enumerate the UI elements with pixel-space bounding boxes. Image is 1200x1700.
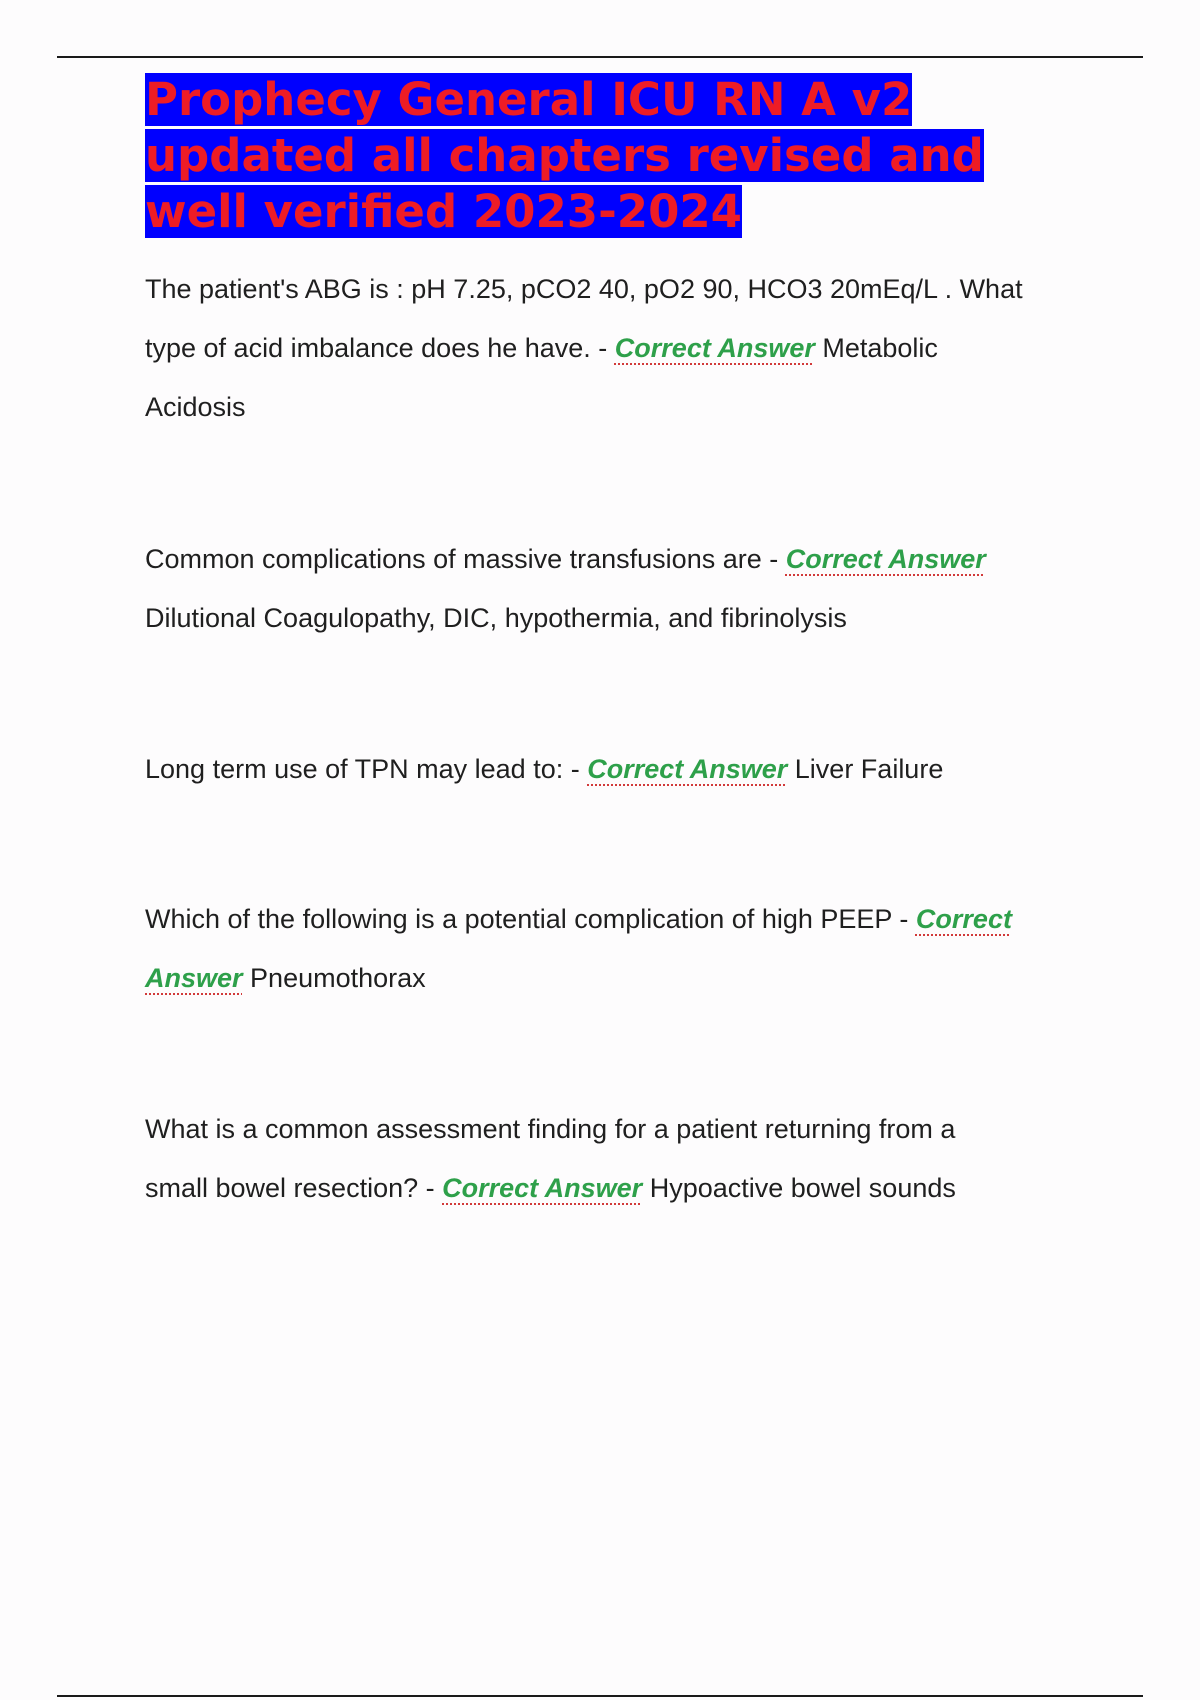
qa-item-transfusion xyxy=(145,530,1100,648)
question-answer-line: Long term use of TPN may lead to: - Correct Answer Liver Failure xyxy=(145,754,944,784)
answer-text: Pneumothorax xyxy=(242,963,426,993)
header-rule xyxy=(57,56,1143,58)
question-text: The patient's ABG is : pH 7.25, pCO2 40, pO2 90, HCO3 20mEq/L . What xyxy=(145,274,1023,304)
question-answer-line: type of acid imbalance does he have. - Correct Answer Metabolic xyxy=(145,333,938,363)
title-line-1: Prophecy General ICU RN A v2 xyxy=(145,73,913,126)
correct-answer-label: Correct Answer xyxy=(442,1173,643,1203)
answer-text: Acidosis xyxy=(145,392,246,422)
correct-answer-label-part: Correct xyxy=(915,904,1012,934)
title-line-2: updated all chapters revised and xyxy=(145,129,984,182)
footer-rule xyxy=(57,1695,1143,1697)
answer-text: Dilutional Coagulopathy, DIC, hypothermia, and fibrinolysis xyxy=(145,603,847,633)
qa-item-peep xyxy=(145,890,1100,1008)
document-title xyxy=(145,72,1075,240)
question-answer-line xyxy=(145,949,1100,1008)
title-line-3: well verified 2023-2024 xyxy=(145,185,742,238)
qa-item-tpn xyxy=(145,740,1100,799)
correct-answer-label-part: Answer xyxy=(145,963,243,993)
answer-text: Metabolic xyxy=(814,333,938,363)
correct-answer-label: Correct Answer xyxy=(785,544,986,574)
qa-item-abg xyxy=(145,260,1100,437)
qa-item-bowel-resection xyxy=(145,1100,1100,1218)
correct-answer-label: Correct Answer xyxy=(587,754,788,784)
answer-text: Hypoactive bowel sounds xyxy=(642,1173,956,1203)
question-text: What is a common assessment finding for a patient returning from a xyxy=(145,1114,956,1144)
question-answer-line: small bowel resection? - Correct Answer Hypoactive bowel sounds xyxy=(145,1173,956,1203)
question-answer-line: Which of the following is a potential complication of high PEEP - Correct xyxy=(145,904,1012,934)
correct-answer-label: Correct Answer xyxy=(614,333,815,363)
question-answer-line: Common complications of massive transfusions are - Correct Answer xyxy=(145,544,986,574)
answer-text: Liver Failure xyxy=(787,754,944,784)
